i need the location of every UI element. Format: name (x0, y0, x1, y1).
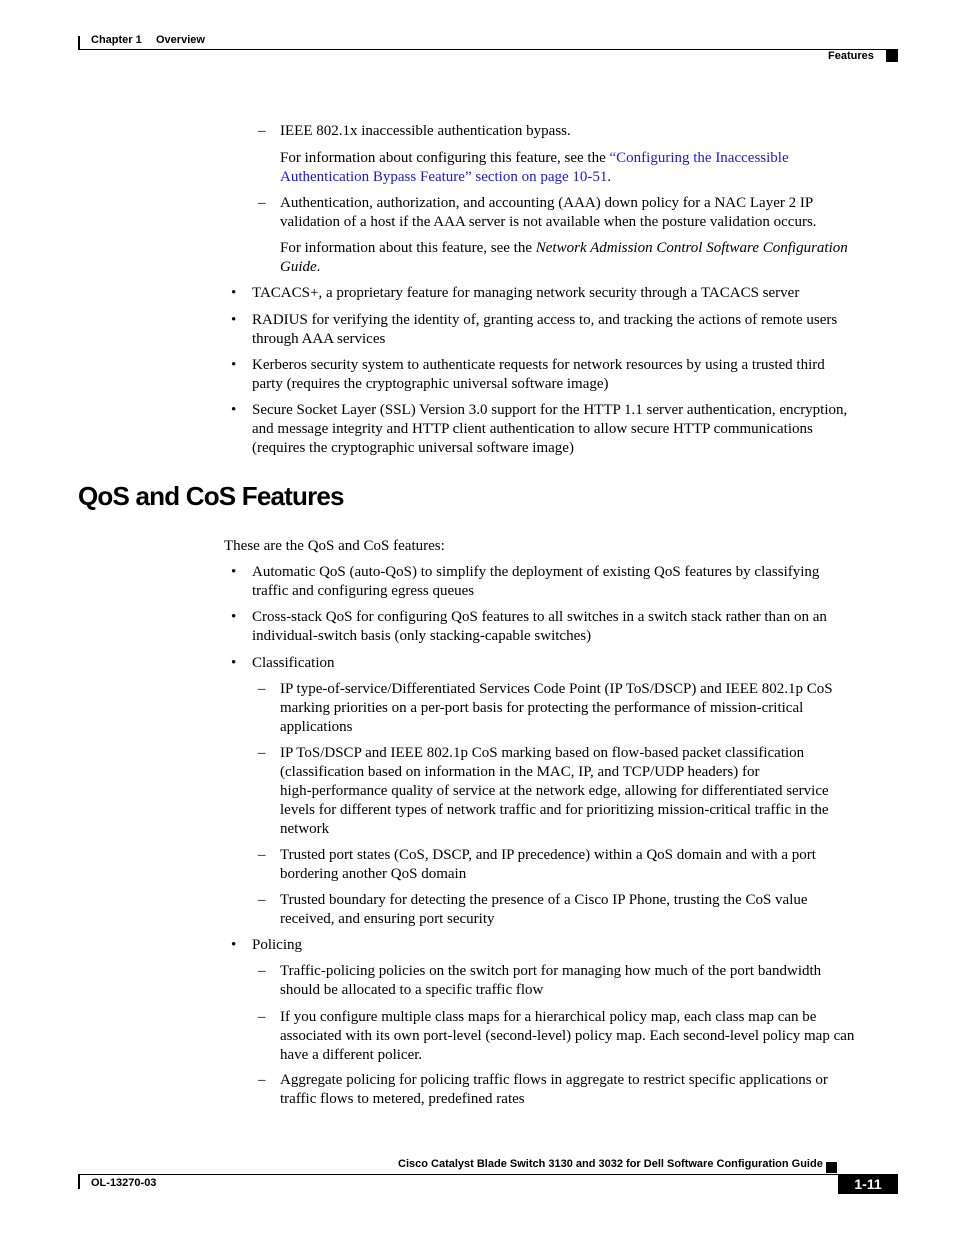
header-left-bar (78, 36, 80, 50)
item-text: RADIUS for verifying the identity of, granting access to, and tracking the actions of remote users (252, 312, 838, 328)
item-text: associated with its own port-level (second-level) policy map. Each second-level policy map can (280, 1028, 855, 1044)
list-item (280, 194, 900, 232)
item-text: IP ToS/DSCP and IEEE 802.1p CoS marking based on flow-based packet classification (280, 745, 805, 761)
item-text: Traffic-policing policies on the switch port for managing how much of the port bandwidth (280, 963, 822, 979)
list-item (252, 401, 912, 458)
header-chapter-title: Overview (156, 34, 205, 46)
info-paragraph (280, 149, 900, 187)
guide-title: Network Admission Control Software Configuration (535, 240, 848, 256)
bullet-marker: • (231, 937, 237, 953)
item-text: Authentication, authorization, and accounting (AAA) down policy for a NAC Layer 2 IP (280, 195, 814, 211)
header-chapter: Chapter 1 (91, 34, 142, 46)
item-text: Classification (252, 655, 335, 671)
list-item (280, 962, 900, 1000)
item-text: high-performance quality of service at the network edge, allowing for differentiated service (280, 783, 829, 799)
bullet-marker: • (231, 285, 237, 301)
header-rule (78, 49, 898, 50)
dash-marker: – (258, 1009, 266, 1025)
item-text: TACACS+, a proprietary feature for managing network security through a TACACS server (252, 285, 800, 301)
info-text-end: . (316, 259, 321, 275)
item-text: through AAA services (252, 331, 386, 347)
bullet-marker: • (231, 655, 237, 671)
header-section: Features (828, 50, 874, 62)
list-item (252, 654, 335, 673)
bullet-marker: • (231, 402, 237, 418)
list-item (252, 356, 902, 394)
footer-left-bar (78, 1174, 80, 1189)
item-text: IP type-of-service/Differentiated Services Code Point (IP ToS/DSCP) and IEEE 802.1p CoS (280, 681, 833, 697)
list-item (280, 122, 571, 141)
item-text: levels for different types of network traffic and for prioritizing mission-critical traffic in the (280, 802, 829, 818)
item-text: received, and ensuring port security (280, 911, 495, 927)
item-text: marking priorities on a per-port basis for protecting the performance of mission-critical (280, 700, 804, 716)
item-text: Secure Socket Layer (SSL) Version 3.0 support for the HTTP 1.1 server authentication, encryption, (252, 402, 848, 418)
item-text: network (280, 821, 330, 837)
item-text: Trusted port states (CoS, DSCP, and IP precedence) within a QoS domain and with a port (280, 847, 816, 863)
bullet-marker: • (231, 609, 237, 625)
bullet-marker: • (231, 312, 237, 328)
info-text: For information about configuring this feature, see the (280, 150, 610, 166)
item-text: traffic and configuring egress queues (252, 583, 475, 599)
dash-marker: – (258, 123, 266, 139)
guide-title-cont: Guide (280, 259, 317, 275)
dash-marker: – (258, 847, 266, 863)
list-item (252, 311, 902, 349)
list-item (280, 680, 900, 737)
item-text: traffic flows to metered, predefined rates (280, 1091, 525, 1107)
footer-mark (826, 1162, 837, 1173)
list-item (280, 1008, 910, 1065)
list-item (280, 846, 900, 884)
item-text: (classification based on information in the MAC, IP, and TCP/UDP headers) for (280, 764, 760, 780)
cross-reference-link[interactable]: “Configuring the Inaccessible (609, 150, 789, 166)
item-text: Trusted boundary for detecting the presence of a Cisco IP Phone, trusting the CoS value (280, 892, 808, 908)
item-text: Automatic QoS (auto-QoS) to simplify the deployment of existing QoS features by classifying (252, 564, 820, 580)
item-text: Cross-stack QoS for configuring QoS features to all switches in a switch stack rather than on an (252, 609, 827, 625)
item-text: Aggregate policing for policing traffic flows in aggregate to restrict specific applications or (280, 1072, 828, 1088)
footer-rule (78, 1174, 898, 1175)
footer-doc-number: OL-13270-03 (91, 1177, 157, 1189)
list-item (252, 563, 902, 601)
item-text: If you configure multiple class maps for a hierarchical policy map, each class map can be (280, 1009, 817, 1025)
dash-marker: – (258, 892, 266, 908)
item-text: should be allocated to a specific traffic flow (280, 982, 544, 998)
item-text: Policing (252, 937, 303, 953)
item-text: IEEE 802.1x inaccessible authentication bypass. (280, 123, 571, 139)
item-text: validation of a host if the AAA server is not available when the posture validation occurs. (280, 214, 817, 230)
list-item (252, 608, 902, 646)
cross-reference-link-cont[interactable]: Authentication Bypass Feature” section on page 10-51 (280, 169, 608, 185)
dash-marker: – (258, 963, 266, 979)
list-item (252, 284, 902, 303)
info-text: For information about this feature, see the (280, 240, 536, 256)
item-text: party (requires the cryptographic universal software image) (252, 376, 609, 392)
info-paragraph (280, 239, 900, 277)
list-item (252, 936, 302, 955)
item-text: Kerberos security system to authenticate requests for network resources by using a trusted third (252, 357, 825, 373)
footer-guide-title: Cisco Catalyst Blade Switch 3130 and 3032 for Dell Software Configuration Guide (398, 1158, 823, 1170)
item-text: individual-switch basis (only stacking-capable switches) (252, 628, 592, 644)
intro-text: These are the QoS and CoS features: (224, 538, 445, 554)
list-item (280, 744, 900, 839)
item-text: (requires the cryptographic universal software image) (252, 440, 574, 456)
intro-paragraph (224, 537, 445, 556)
item-text: and message integrity and HTTP client authentication to allow secure HTTP communications (252, 421, 813, 437)
list-item (280, 1071, 900, 1109)
item-text: have a different policer. (280, 1047, 423, 1063)
item-text: bordering another QoS domain (280, 866, 467, 882)
section-heading: QoS and CoS Features (78, 481, 344, 511)
bullet-marker: • (231, 564, 237, 580)
dash-marker: – (258, 745, 266, 761)
info-text-end: . (607, 169, 612, 185)
list-item (280, 891, 900, 929)
dash-marker: – (258, 195, 266, 211)
item-text: applications (280, 719, 353, 735)
page-number: 1-11 (838, 1174, 898, 1194)
dash-marker: – (258, 681, 266, 697)
header-section-block (886, 50, 898, 62)
bullet-marker: • (231, 357, 237, 373)
dash-marker: – (258, 1072, 266, 1088)
